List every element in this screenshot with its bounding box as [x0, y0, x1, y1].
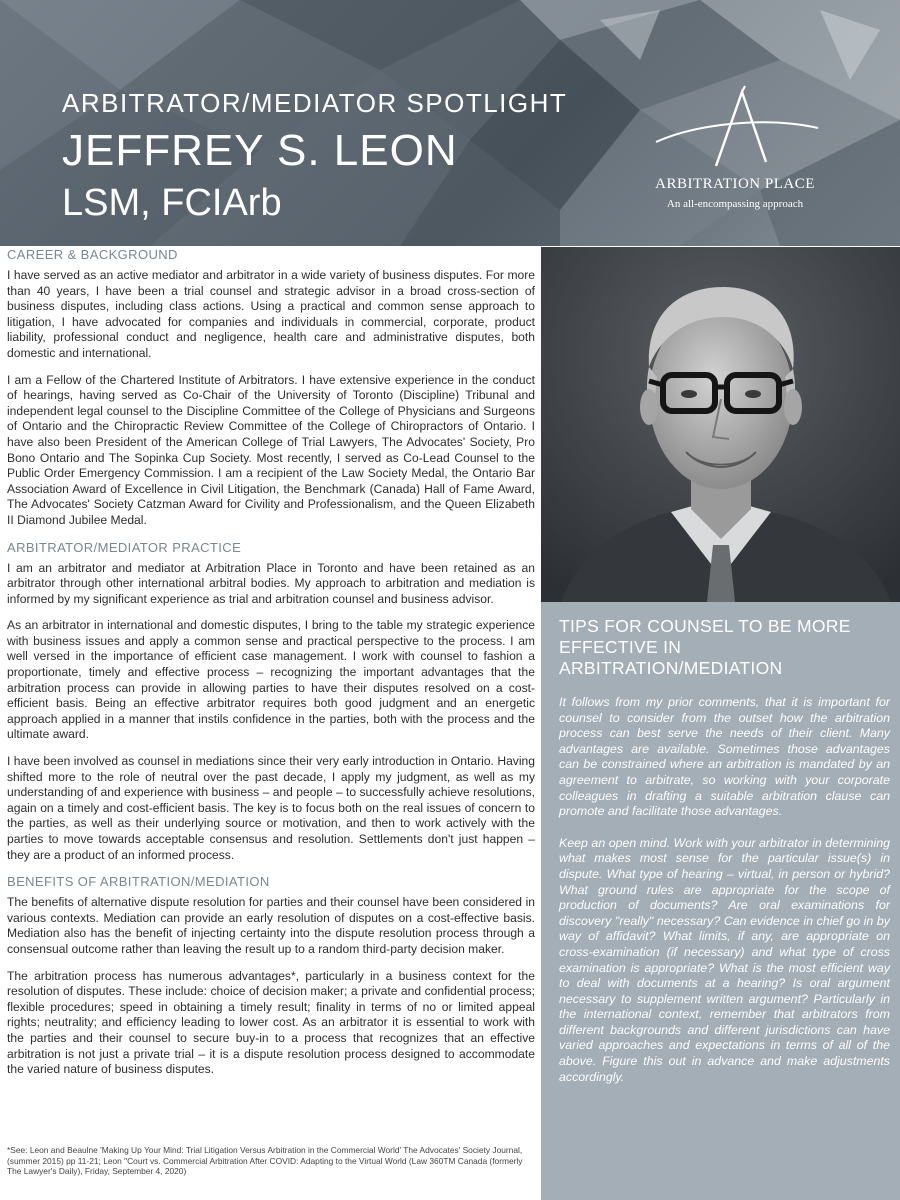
tips-heading-line: ARBITRATION/MEDIATION [559, 658, 783, 678]
benefits-paragraph: The benefits of alternative dispute resolution for parties and their counsel have been considered in various contexts. Mediation can provide an early resolution of disputes on a cost-effective basis. Mediation also has the benefit of injecting certainty into the dispute resolution process through a consensual outcome rather than leaving the result up to a random third-party decision maker. [7, 895, 535, 956]
tips-paragraph: It follows from my prior comments, that it is important for counsel to consider from the outset how the arbitration process can best serve the needs of their client. Many advantages are available. Sometimes those advantages can be constrained where an arbitration is mandated by an agreement to arbitrate, so working with your corporate colleagues in drafting a suitable arbitration clause can promote and facilitate those advantages. [559, 695, 890, 819]
tips-paragraph: Keep an open mind. Work with your arbitrator in determining what makes most sense for the particular issue(s) in dispute. What type of hearing – virtual, in person or hybrid? What ground rules are appropriate for the scope of production of documents? Are oral examinations for discovery "really" necessary? Can evidence in chief go in by way of affidavit? What limits, if any, are appropriate on cross-examination (if necessary) and what type of cross examination is appropriate? What is the most efficient way to deal with documents at a hearing? Is oral argument necessary to supplement written argument? Particularly in the international context, remember that arbitrators from different backgrounds and different jurisdictions can have varied approaches and expectations in terms of all of the above. Figure this out in advance and make adjustments accordingly. [559, 835, 890, 1084]
practice-paragraph: As an arbitrator in international and domestic disputes, I bring to the table my strategic experience with business issues and apply a common sense and practical perspective to the process. I am well versed in the importance of efficient case management. I work with counsel to fashion a proportionate, timely and effective process – recognizing the important advantages that the arbitration process can provide in allowing parties to have their disputes resolved on a cost-efficient basis. Being an effective arbitrator requires both good judgment and an energetic approach applied in a manner that instils confidence in the parties, both with the process and the ultimate award. [7, 618, 535, 742]
main-column [7, 247, 535, 1089]
logo-name: ARBITRATION PLACE [655, 176, 815, 192]
arbitration-place-logo [620, 84, 850, 224]
portrait-illustration [541, 247, 900, 602]
section-heading-benefits: BENEFITS OF ARBITRATION/MEDIATION [7, 874, 270, 890]
benefits-paragraph: The arbitration process has numerous advantages*, particularly in a business context for the resolution of disputes. These include: choice of decision maker; a private and confidential process; flexible procedures; speed in obtaining a timely result; finality in terms of no or limited appeal rights; neutrality; and efficiency leading to lower cost. As an arbitrator it is essential to work with the parties and their counsel to secure buy-in to a process that recognizes that an effective arbitration is not just a private trial – it is a dispute resolution process designed to accommodate the varied nature of business disputes. [7, 968, 535, 1077]
header-banner [0, 0, 900, 246]
portrait-photo [541, 247, 900, 602]
tips-heading [559, 616, 890, 679]
footnote: *See: Leon and Beaulne 'Making Up Your Mind: Trial Litigation Versus Arbitration in the Commercial World' The Advocates' Society Journal, (summer 2015) pp 11-21; Leon "Court vs. Commercial Arbitration After COVID: Adapting to the Virtual World (Law 360TM Canada (formerly The Lawyer's Daily), Friday, September 4, 2020) [7, 1145, 523, 1177]
section-heading-practice: ARBITRATOR/MEDIATOR PRACTICE [7, 539, 242, 555]
tips-heading-line: TIPS FOR COUNSEL TO BE MORE [559, 616, 851, 636]
section-heading-career: CAREER & BACKGROUND [7, 247, 178, 262]
person-credentials: LSM, FCIArb [62, 182, 282, 224]
logo-tagline: An all-encompassing approach [666, 198, 804, 210]
career-paragraph: I am a Fellow of the Chartered Institute of Arbitrators. I have extensive experience in the conduct of hearings, having served as Co-Chair of the University of Toronto (Discipline) Tribunal and independent legal counsel to the Discipline Committee of the College of Physicians and Surgeons of Ontario and the Chiropractic Review Committee of the College of Chiropractors of Ontario. I have also been President of the American College of Trial Lawyers, The Advocates' Society, Pro Bono Ontario and The Sopinka Cup Society. Most recently, I served as Co-Lead Counsel to the Public Order Emergency Commission. I am a recipient of the Law Society Medal, the Ontario Bar Association Award of Excellence in Civil Litigation, the Benchmark (Canada) Hall of Fame Award, The Advocates' Society Catzman Award for Civility and Professionalism, and the Queen Elizabeth II Diamond Jubilee Medal. [7, 372, 535, 527]
tips-sidebar [541, 602, 900, 1200]
tips-heading-line: EFFECTIVE IN [559, 637, 682, 657]
career-paragraph: I have served as an active mediator and arbitrator in a wide variety of business disputes. For more than 40 years, I have been a trial counsel and strategic advisor in a broad cross-section of business disputes, including class actions. Using a practical and common sense approach to litigation, I have advocated for companies and individuals in commercial, corporate, product liability, professional conduct and negligence, health care and administrative disputes, both domestic and international. [7, 268, 535, 360]
practice-paragraph: I am an arbitrator and mediator at Arbitration Place in Toronto and have been retained as an arbitrator through other international arbitral bodies. My approach to arbitration and mediation is informed by my significant experience as trial and arbitration counsel and business advisor. [7, 560, 535, 606]
arbitration-place-a-mark-icon [646, 84, 826, 174]
practice-paragraph: I have been involved as counsel in mediations since their very early introduction in Ontario. Having shifted more to the role of neutral over the past decade, I apply my judgment, as well as my understanding of and experience with business – and people – to successfully achieve resolutions, again on a timely and cost-efficient basis. The key is to focus both on the real issues of concern to the parties, as well as their underlying source or motivation, and then to work actively with the parties to move towards acceptable consensus and resolution. Settlements don't just happen – they are a product of an informed process. [7, 754, 535, 862]
person-name: JEFFREY S. LEON [62, 126, 458, 175]
spotlight-kicker: ARBITRATOR/MEDIATOR SPOTLIGHT [62, 88, 568, 118]
